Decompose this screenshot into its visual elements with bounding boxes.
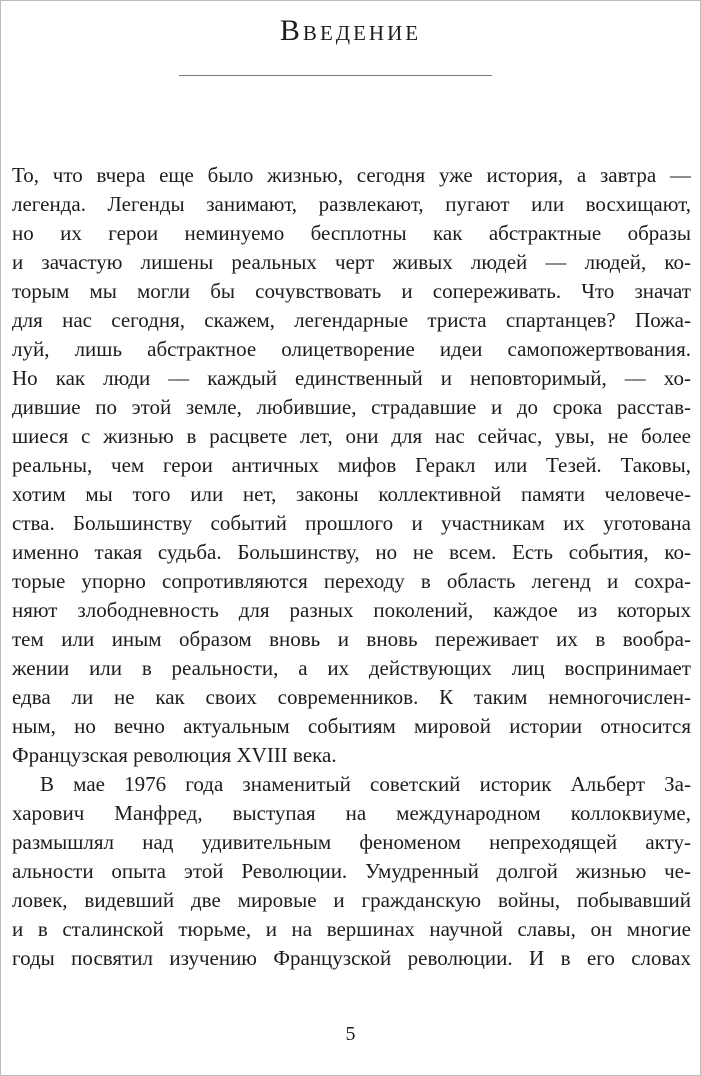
text-line: То, что вчера еще было жизнью, сегодня уже история, а завтра —: [12, 163, 691, 187]
text-line: едва ли не как своих современников. К таким немногочислен-: [12, 685, 691, 709]
chapter-title: Введение: [279, 14, 422, 47]
paragraph-1: [12, 161, 691, 770]
paragraph-2: [12, 770, 691, 973]
text-line: Но как люди — каждый единственный и неповторимый, — хо-: [12, 366, 691, 390]
text-line: но их герои неминуемо бесплотны как абстрактные образы: [12, 221, 691, 245]
text-line: харович Манфред, выступая на международном коллоквиуме,: [12, 801, 691, 825]
text-line: Французская революция XVIII века.: [12, 743, 337, 767]
text-line: дившие по этой земле, любившие, страдавшие и до срока расстав-: [12, 395, 691, 419]
text-line: легенда. Легенды занимают, развлекают, пугают или восхищают,: [12, 192, 691, 216]
text-line: шиеся с жизнью в расцвете лет, они для нас сейчас, увы, не более: [12, 424, 691, 448]
text-line: ным, но вечно актуальным событиям мировой истории относится: [12, 714, 691, 738]
text-line: В мае 1976 года знаменитый советский историк Альберт За-: [40, 772, 691, 796]
text-line: для нас сегодня, скажем, легендарные триста спартанцев? Пожа-: [12, 308, 691, 332]
page-number: 5: [345, 1023, 356, 1045]
text-line: торые упорно сопротивляются переходу в область легенд и сохра-: [12, 569, 691, 593]
title-underline-rule: [179, 75, 492, 76]
text-line: размышлял над удивительным феноменом непреходящей акту-: [12, 830, 691, 854]
text-line: ства. Большинству событий прошлого и участникам их уготована: [12, 511, 691, 535]
text-line: именно такая судьба. Большинству, но не всем. Есть события, ко-: [12, 540, 691, 564]
text-line: годы посвятил изучению Французской революции. И в его словах: [12, 946, 691, 970]
text-line: ловек, видевший две мировые и гражданскую войны, побывавший: [12, 888, 691, 912]
text-line: хотим мы того или нет, законы коллективной памяти человече-: [12, 482, 691, 506]
text-line: торым мы могли бы сочувствовать и сопереживать. Что значат: [12, 279, 691, 303]
text-line: жении или в реальности, а их действующих лиц воспринимает: [12, 656, 691, 680]
body-text: [12, 161, 691, 973]
text-line: реальны, чем герои античных мифов Геракл или Тезей. Таковы,: [12, 453, 691, 477]
text-line: альности опыта этой Революции. Умудренный долгой жизнью че-: [12, 859, 691, 883]
text-line: тем или иным образом вновь и вновь переживает их в вообра-: [12, 627, 691, 651]
text-line: луй, лишь абстрактное олицетворение идеи самопожертвования.: [12, 337, 691, 361]
text-line: няют злободневность для разных поколений, каждое из которых: [12, 598, 691, 622]
text-line: и зачастую лишены реальных черт живых людей — людей, ко-: [12, 250, 691, 274]
text-line: и в сталинской тюрьме, и на вершинах научной славы, он многие: [12, 917, 691, 941]
